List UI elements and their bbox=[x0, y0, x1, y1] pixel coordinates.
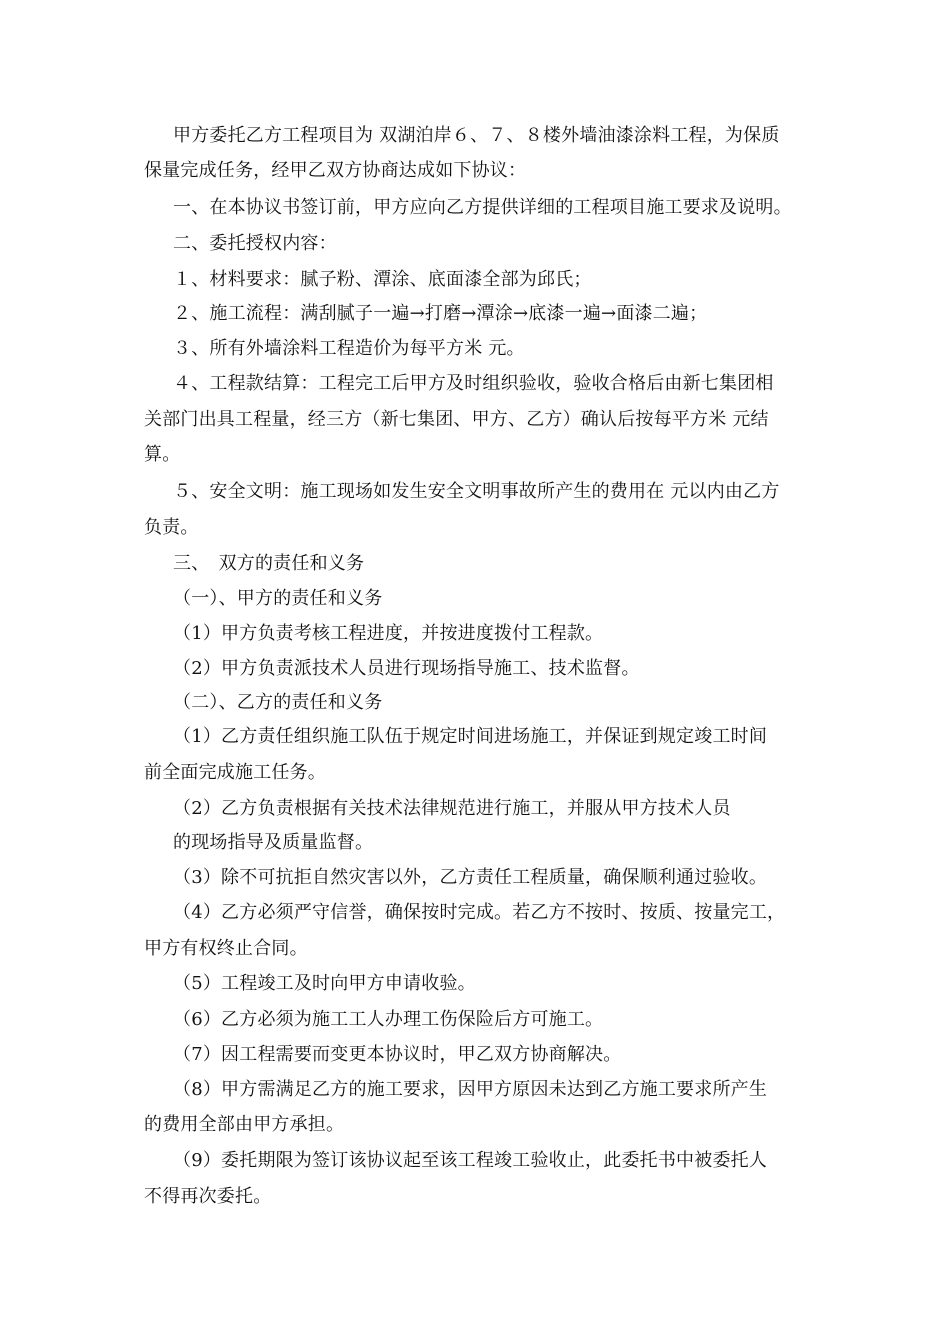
item-materials: １、材料要求：腻子粉、潭涂、底面漆全部为邱氏； bbox=[173, 269, 592, 290]
party-b-item-9-line-1: （9）委托期限为签订该协议起至该工程竣工验收止，此委托书中被委托人 bbox=[173, 1150, 768, 1171]
party-b-item-2-line-1: （2）乙方负责根据有关技术法律规范进行施工，并服从甲方技术人员 bbox=[173, 798, 731, 819]
party-b-item-9-line-2: 不得再次委托。 bbox=[144, 1186, 272, 1207]
party-b-item-3: （3）除不可抗拒自然灾害以外，乙方责任工程质量，确保顺利通过验收。 bbox=[173, 867, 768, 888]
section-3-heading: 三、 双方的责任和义务 bbox=[173, 553, 365, 574]
party-b-item-7: （7）因工程需要而变更本协议时，甲乙双方协商解决。 bbox=[173, 1044, 622, 1065]
intro-line-2: 保量完成任务，经甲乙双方协商达成如下协议： bbox=[144, 160, 527, 181]
section-2-heading: 二、委托授权内容： bbox=[173, 233, 337, 254]
item-settlement-line-1: ４、工程款结算：工程完工后甲方及时组织验收，验收合格后由新七集团相 bbox=[173, 373, 774, 394]
party-b-item-1-line-2: 前全面完成施工任务。 bbox=[144, 762, 326, 783]
party-b-item-4-line-1: （4）乙方必须严守信誉，确保按时完成。若乙方不按时、按质、按量完工， bbox=[173, 902, 786, 923]
party-a-heading: （一）、甲方的责任和义务 bbox=[173, 588, 383, 609]
party-b-heading: （二）、乙方的责任和义务 bbox=[173, 692, 383, 713]
clause-1: 一、在本协议书签订前，甲方应向乙方提供详细的工程项目施工要求及说明。 bbox=[173, 197, 792, 218]
item-settlement-line-3: 算。 bbox=[144, 444, 181, 465]
item-safety-line-1: ５、安全文明：施工现场如发生安全文明事故所产生的费用在 元以内由乙方 bbox=[173, 481, 780, 502]
party-b-item-5: （5）工程竣工及时向甲方申请收验。 bbox=[173, 973, 476, 994]
item-price: ３、所有外墙涂料工程造价为每平方米 元。 bbox=[173, 338, 525, 359]
party-a-item-2: （2）甲方负责派技术人员进行现场指导施工、技术监督。 bbox=[173, 658, 640, 679]
party-b-item-1-line-1: （1）乙方责任组织施工队伍于规定时间进场施工，并保证到规定竣工时间 bbox=[173, 726, 768, 747]
party-b-item-4-line-2: 甲方有权终止合同。 bbox=[144, 938, 308, 959]
party-b-item-6: （6）乙方必须为施工工人办理工伤保险后方可施工。 bbox=[173, 1009, 604, 1030]
item-process: ２、施工流程：满刮腻子一遍→打磨→潭涂→底漆一遍→面漆二遍； bbox=[173, 303, 708, 324]
party-b-item-2-line-2: 的现场指导及质量监督。 bbox=[173, 832, 374, 853]
item-safety-line-2: 负责。 bbox=[144, 517, 199, 538]
item-settlement-line-2: 关部门出具工程量，经三方（新七集团、甲方、乙方）确认后按每平方米 元结 bbox=[144, 409, 769, 430]
party-b-item-8-line-2: 的费用全部由甲方承担。 bbox=[144, 1114, 345, 1135]
party-b-item-8-line-1: （8）甲方需满足乙方的施工要求，因甲方原因未达到乙方施工要求所产生 bbox=[173, 1079, 768, 1100]
party-a-item-1: （1）甲方负责考核工程进度，并按进度拨付工程款。 bbox=[173, 623, 604, 644]
intro-line-1: 甲方委托乙方工程项目为 双湖泊岸６、７、８楼外墙油漆涂料工程，为保质 bbox=[173, 125, 780, 146]
